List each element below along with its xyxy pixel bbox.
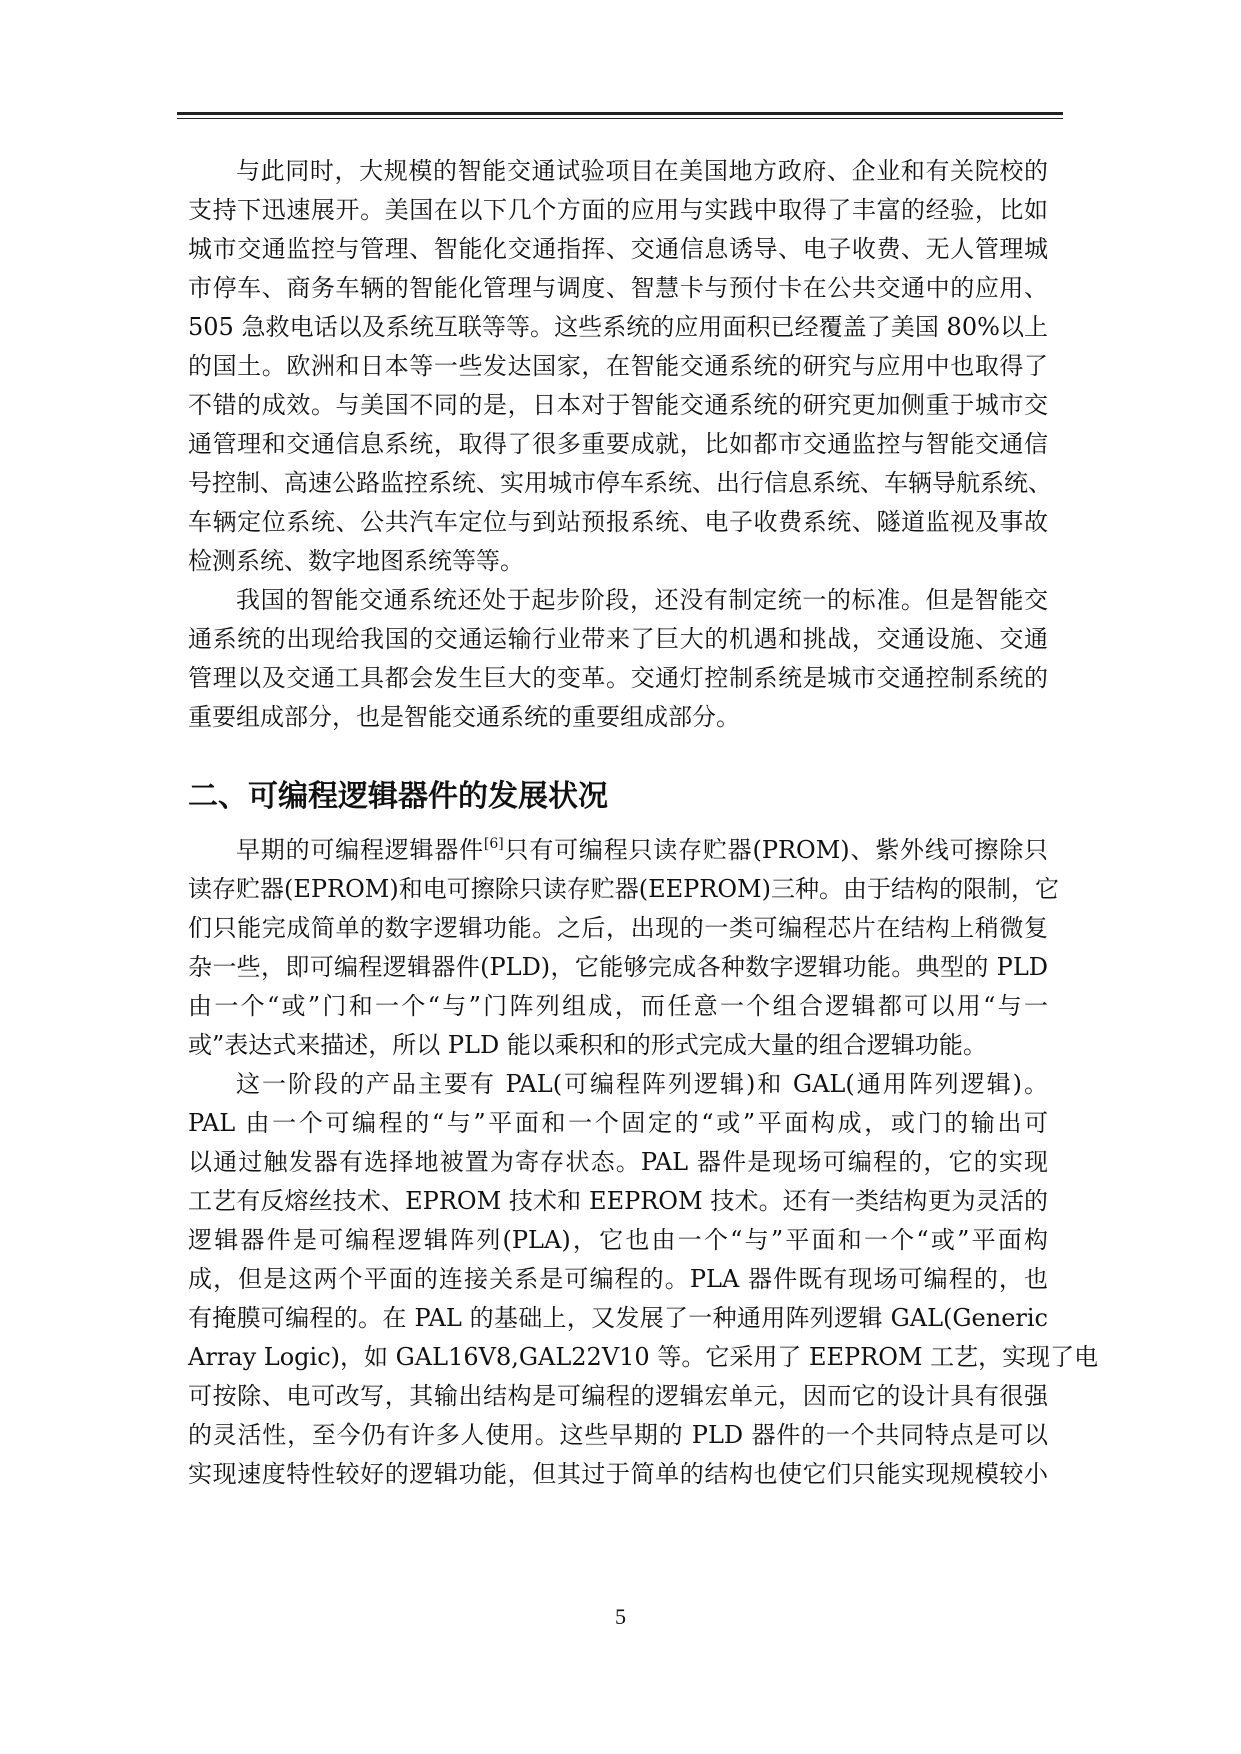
paragraph-line: 管理以及交通工具都会发生巨大的变革。交通灯控制系统是城市交通控制系统的 xyxy=(188,664,1048,692)
paragraph-line: 有掩膜可编程的。在 PAL 的基础上，又发展了一种通用阵列逻辑 GAL(Generic xyxy=(188,1304,1048,1332)
paragraph-line: 实现速度特性较好的逻辑功能，但其过于简单的结构也使它们只能实现规模较小 xyxy=(188,1460,1048,1488)
paragraph-line: Array Logic)，如 GAL16V8,GAL22V10 等。它采用了 EEPROM 工艺，实现了电 xyxy=(188,1343,1099,1371)
paragraph-line: 检测系统、数字地图系统等等。 xyxy=(188,547,524,575)
paragraph-line: 车辆定位系统、公共汽车定位与到站预报系统、电子收费系统、隧道监视及事故 xyxy=(188,508,1048,536)
paragraph-line: 我国的智能交通系统还处于起步阶段，还没有制定统一的标准。但是智能交 xyxy=(236,586,1048,614)
citation-reference: [6] xyxy=(483,836,504,852)
paragraph-line: 城市交通监控与管理、智能化交通指挥、交通信息诱导、电子收费、无人管理城 xyxy=(188,235,1048,263)
paragraph-line: 可按除、电可改写，其输出结构是可编程的逻辑宏单元，因而它的设计具有很强 xyxy=(188,1382,1048,1410)
paragraph-3 xyxy=(188,831,1059,1065)
paragraph-line: 的灵活性，至今仍有许多人使用。这些早期的 PLD 器件的一个共同特点是可以 xyxy=(188,1421,1048,1449)
paragraph-line: 逻辑器件是可编程逻辑阵列(PLA)，它也由一个“与”平面和一个“或”平面构 xyxy=(188,1226,1048,1254)
paragraph-line: 505 急救电话以及系统互联等等。这些系统的应用面积已经覆盖了美国 80%以上 xyxy=(188,313,1048,341)
paragraph-1 xyxy=(188,152,1052,581)
paragraph-line: 杂一些，即可编程逻辑器件(PLD)，它能够完成各种数字逻辑功能。典型的 PLD xyxy=(188,953,1048,981)
paragraph-4 xyxy=(188,1065,1099,1494)
paragraph-line: 通系统的出现给我国的交通运输行业带来了巨大的机遇和挑战，交通设施、交通 xyxy=(188,625,1048,653)
paragraph-line: 以通过触发器有选择地被置为寄存状态。PAL 器件是现场可编程的，它的实现 xyxy=(188,1148,1048,1176)
paragraph-line: 成，但是这两个平面的连接关系是可编程的。PLA 器件既有现场可编程的，也 xyxy=(188,1265,1048,1293)
paragraph-line: 市停车、商务车辆的智能化管理与调度、智慧卡与预付卡在公共交通中的应用、 xyxy=(188,274,1048,302)
paragraph-line: PAL 由一个可编程的“与”平面和一个固定的“或”平面构成，或门的输出可 xyxy=(188,1109,1048,1137)
paragraph-line: 们只能完成简单的数字逻辑功能。之后，出现的一类可编程芯片在结构上稍微复 xyxy=(188,914,1048,942)
paragraph-line: 由一个“或”门和一个“与”门阵列组成，而任意一个组合逻辑都可以用“与一 xyxy=(188,992,1048,1020)
paragraph-line: 这一阶段的产品主要有 PAL(可编程阵列逻辑)和 GAL(通用阵列逻辑)。 xyxy=(236,1070,1048,1098)
paragraph-line: 支持下迅速展开。美国在以下几个方面的应用与实践中取得了丰富的经验，比如 xyxy=(188,196,1048,224)
header-rule-thin xyxy=(177,118,1063,119)
paragraph-line xyxy=(188,831,1048,870)
paragraph-text: 只有可编程只读存贮器(PROM)、紫外线可擦除只 xyxy=(503,836,1048,864)
page-number: 5 xyxy=(615,1604,626,1629)
paragraph-line: 号控制、高速公路监控系统、实用城市停车系统、出行信息系统、车辆导航系统、 xyxy=(188,469,1052,497)
section-heading: 二、可编程逻辑器件的发展状况 xyxy=(188,779,608,814)
paragraph-text: 早期的可编程逻辑器件 xyxy=(236,836,484,864)
paragraph-line: 重要组成部分，也是智能交通系统的重要组成部分。 xyxy=(188,703,740,731)
paragraph-2 xyxy=(188,581,1048,737)
paragraph-line: 通管理和交通信息系统，取得了很多重要成就，比如都市交通监控与智能交通信 xyxy=(188,430,1048,458)
paragraph-line: 的国土。欧洲和日本等一些发达国家，在智能交通系统的研究与应用中也取得了 xyxy=(188,352,1048,380)
paragraph-line: 工艺有反熔丝技术、EPROM 技术和 EEPROM 技术。还有一类结构更为灵活的 xyxy=(188,1187,1048,1215)
paragraph-line: 不错的成效。与美国不同的是，日本对于智能交通系统的研究更加侧重于城市交 xyxy=(188,391,1048,419)
paragraph-line: 或”表达式来描述，所以 PLD 能以乘积和的形式完成大量的组合逻辑功能。 xyxy=(188,1031,987,1059)
header-rule-thick xyxy=(177,112,1063,115)
page-body xyxy=(188,152,1099,1494)
paragraph-line: 与此同时，大规模的智能交通试验项目在美国地方政府、企业和有关院校的 xyxy=(236,157,1048,185)
paragraph-line: 读存贮器(EPROM)和电可擦除只读存贮器(EEPROM)三种。由于结构的限制，它 xyxy=(188,875,1059,903)
